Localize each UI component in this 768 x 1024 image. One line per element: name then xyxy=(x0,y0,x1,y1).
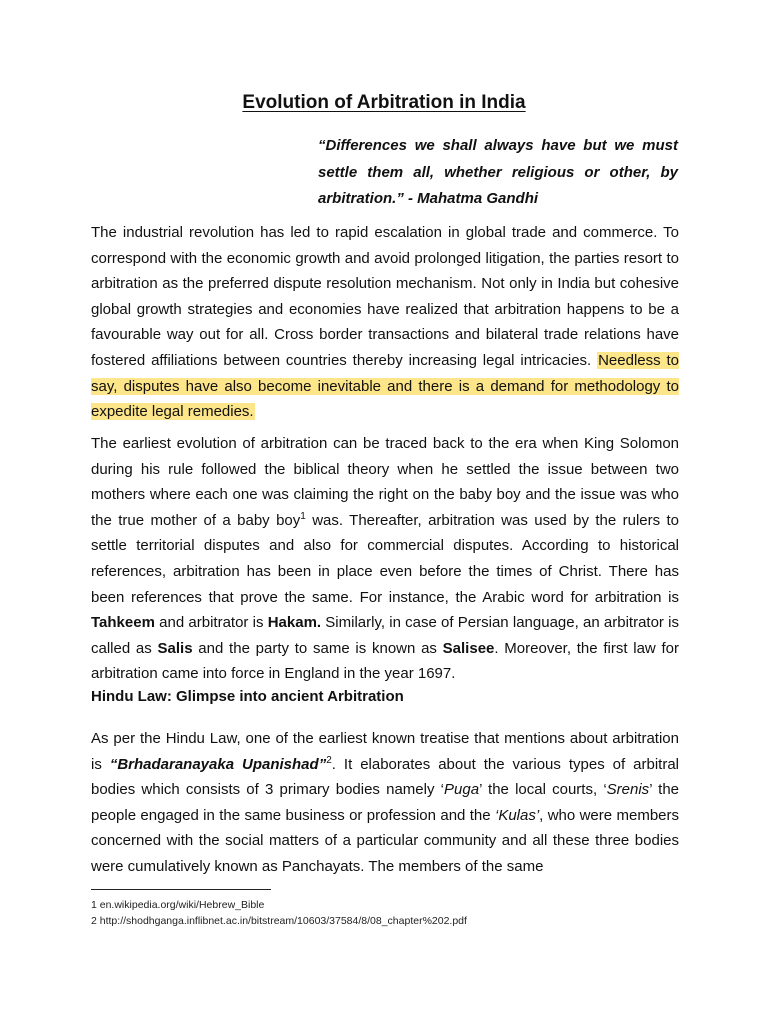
paragraph-text: and arbitrator is xyxy=(154,614,268,632)
paragraph-text: . Moreover, the first law for arbitration came into force in England in the year 1697. xyxy=(91,639,679,683)
term-salis: Salis xyxy=(157,639,193,657)
term-tahkeem: Tahkeem xyxy=(91,614,155,632)
term-salisee: Salisee xyxy=(442,639,495,657)
epigraph-quote xyxy=(318,133,678,213)
term-hakam: Hakam. xyxy=(267,614,322,632)
paragraph-text: ’ the local courts, ‘ xyxy=(479,781,607,799)
highlighted-sentence: Needless to say, disputes have also become inevitable and there is a demand for methodology to expedite legal remedies. xyxy=(91,351,680,421)
paragraph-text: As per the Hindu Law, one of the earliest known treatise that mentions about arbitration is xyxy=(91,730,679,773)
paragraph-industrial-revolution xyxy=(91,220,679,425)
paragraph-text: Similarly, in case of Persian language, an arbitrator is called as xyxy=(91,614,679,657)
quote-attribution: - Mahatma Gandhi xyxy=(403,190,539,207)
footnote-ref-2: 2 xyxy=(326,754,332,766)
footnote-1[interactable]: 1 en.wikipedia.org/wiki/Hebrew_Bible xyxy=(91,899,265,911)
term-upanishad: “Brhadaranayaka Upanishad” xyxy=(109,755,327,773)
paragraph-hindu-law xyxy=(91,726,679,880)
quote-text: “Differences we shall always have but we must settle them all, whether religious or other, by arbitration.” xyxy=(318,137,678,207)
paragraph-text: The earliest evolution of arbitration can be traced back to the era when King Solomon during his rule followed the biblical theory when he settled the issue between two mothers where each one was claiming the right on the baby boy and the issue was who the true mother of a baby boy xyxy=(91,435,679,529)
section-heading: Hindu Law: Glimpse into ancient Arbitration xyxy=(91,688,404,705)
paragraph-text: . It elaborates about the various types of arbitral bodies which consists of 3 primary bodies namely ‘ xyxy=(91,755,680,799)
paragraph-text: and the party to same is known as xyxy=(192,639,443,657)
footnotes xyxy=(91,897,467,929)
footnote-2[interactable]: 2 http://shodhganga.inflibnet.ac.in/bitstream/10603/37584/8/08_chapter%202.pdf xyxy=(91,915,467,927)
paragraph-text: ’ the people engaged in the same business or profession and the xyxy=(91,781,680,824)
paragraph-text: The industrial revolution has led to rapid escalation in global trade and commerce. To correspond with the economic growth and avoid prolonged litigation, the parties resort to arbitration as the preferred dispute resolution mechanism. Not only in India but cohesive global growth strategies and economies have realized that arbitration happens to be a favourable way out for all. Cross border transactions and bilateral trade relations have fostered affiliations between countries thereby increasing legal intricacies. xyxy=(91,224,679,369)
paragraph-text: , who were members concerned with the social matters of a particular community and all these three bodies were cumulatively known as Panchayats. The members of the same xyxy=(91,806,679,875)
term-kulas: ‘Kulas’ xyxy=(494,806,540,824)
paragraph-text: was. Thereafter, arbitration was used by the rulers to settle territorial disputes and also for commercial disputes. According to historical references, arbitration has been in place even before the times of Christ. There has been references that prove the same. For instance, the Arabic word for arbitration is xyxy=(91,511,680,606)
page-title: Evolution of Arbitration in India xyxy=(242,92,526,113)
paragraph-earliest-evolution xyxy=(91,431,679,687)
footnote-separator xyxy=(91,889,271,890)
term-puga: Puga xyxy=(444,781,480,799)
footnote-ref-1: 1 xyxy=(300,510,306,522)
term-srenis: Srenis xyxy=(606,781,650,799)
